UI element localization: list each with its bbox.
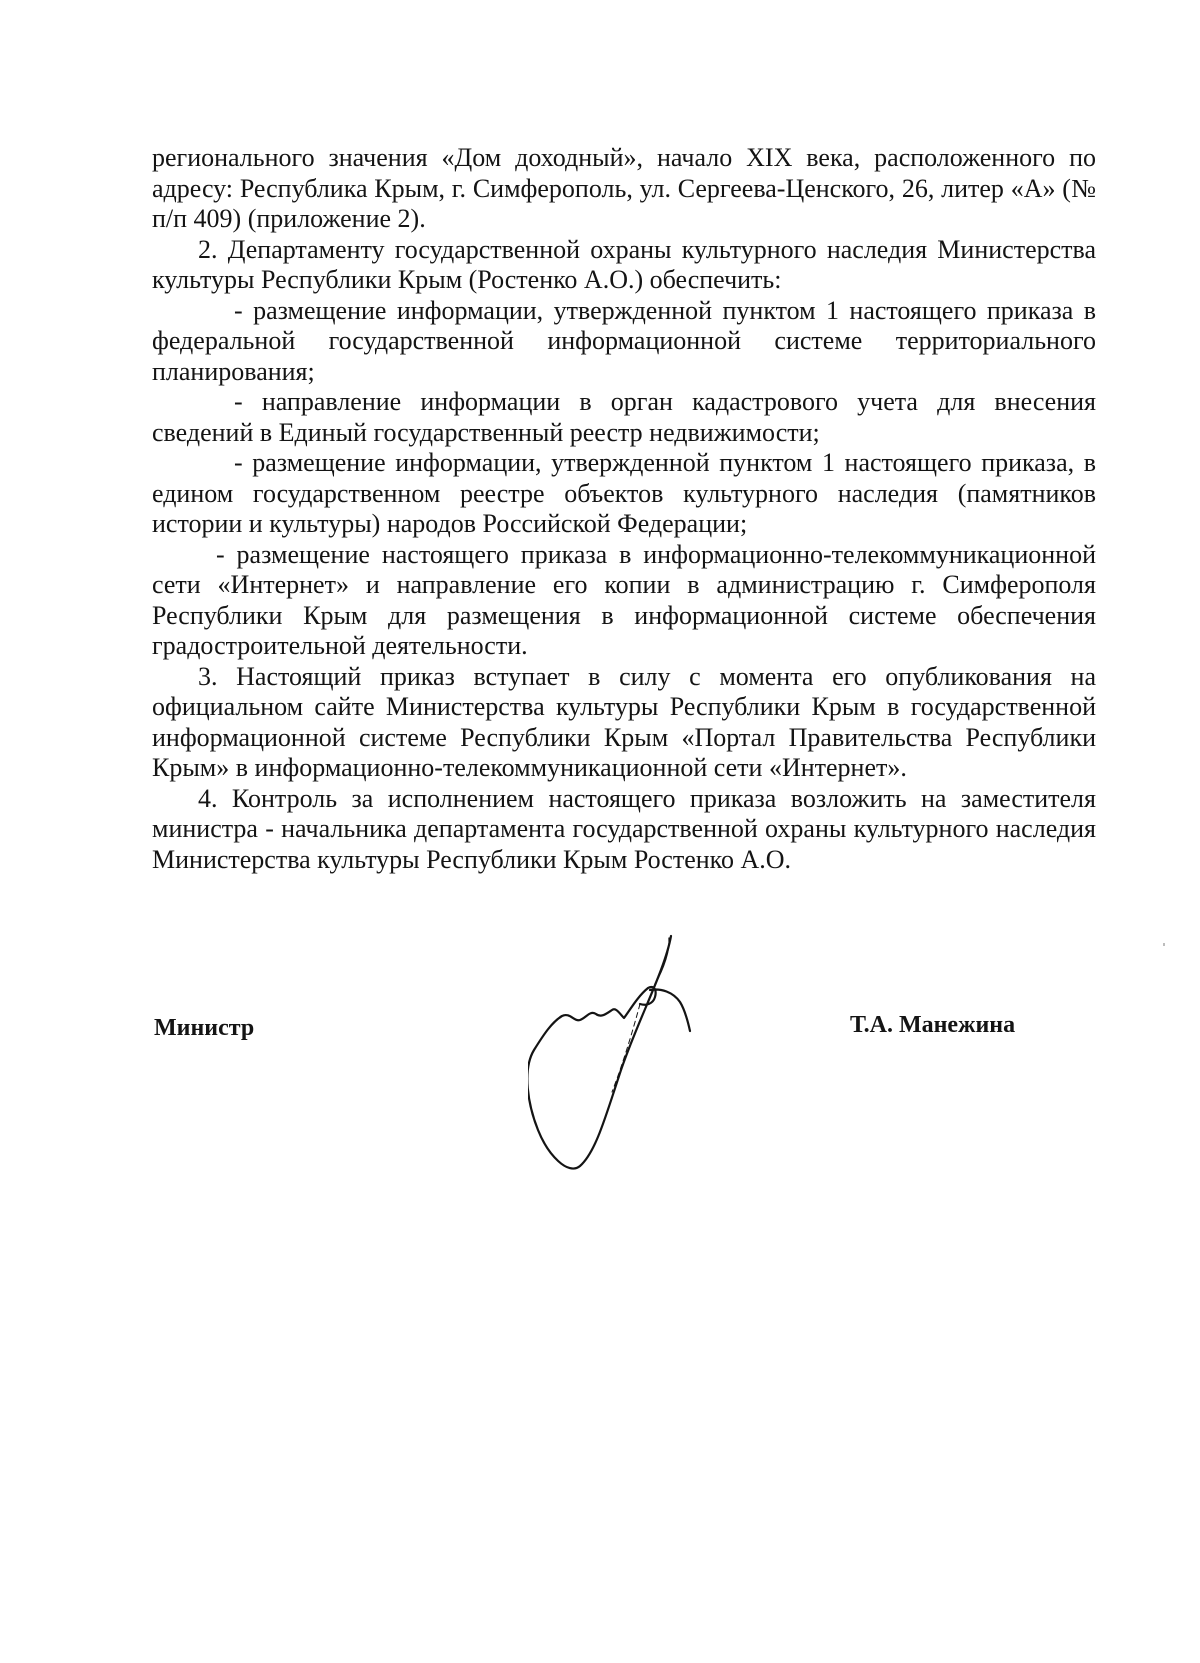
paragraph-bullet-federal-system: - размещение информации, утвержденной пунктом 1 настоящего приказа в федеральной государственной информационной системе территориального планирования;: [152, 295, 1096, 386]
paragraph-item-2: 2. Департаменту государственной охраны культурного наследия Министерства культуры Республики Крым (Ростенко А.О.) обеспечить:: [152, 234, 1096, 294]
paragraph-continuation: регионального значения «Дом доходный», начало XIX века, расположенного по адресу: Республика Крым, г. Симферополь, ул. Сергеева-Ценского, 26, литер «А» (№ п/п 409) (приложение 2).: [152, 143, 1096, 233]
paragraph-bullet-heritage-registry: - размещение информации, утвержденной пунктом 1 настоящего приказа, в едином государственном реестре объектов культурного наследия (памятников истории и культуры) народов Российской Федерации;: [152, 448, 1096, 538]
paragraph-bullet-internet: - размещение настоящего приказа в информационно-телекоммуникационной сети «Интернет» и направление его копии в администрацию г. Симферополя Республики Крым для размещения в информационной системе обеспечения градостроительной деятельности.: [152, 539, 1096, 660]
handwritten-signature: [528, 930, 728, 1170]
paragraph-item-4: 4. Контроль за исполнением настоящего приказа возложить на заместителя министра - начальника департамента государственной охраны культурного наследия Министерства культуры Республики Крым Ростенко А.О.: [152, 783, 1096, 874]
scan-speck: [1163, 943, 1165, 946]
document-body: [152, 143, 1096, 875]
signer-title: Министр: [154, 1015, 255, 1041]
paragraph-bullet-cadastre: - направление информации в орган кадастрового учета для внесения сведений в Единый государственный реестр недвижимости;: [152, 387, 1096, 447]
signer-name: Т.А. Манежина: [850, 1012, 1016, 1038]
paragraph-item-3: 3. Настоящий приказ вступает в силу с момента его опубликования на официальном сайте Министерства культуры Республики Крым в государственной информационной системе Республики Крым «Портал Правительства Республики Крым» в информационно-телекоммуникационной сети «Интернет».: [152, 661, 1096, 782]
